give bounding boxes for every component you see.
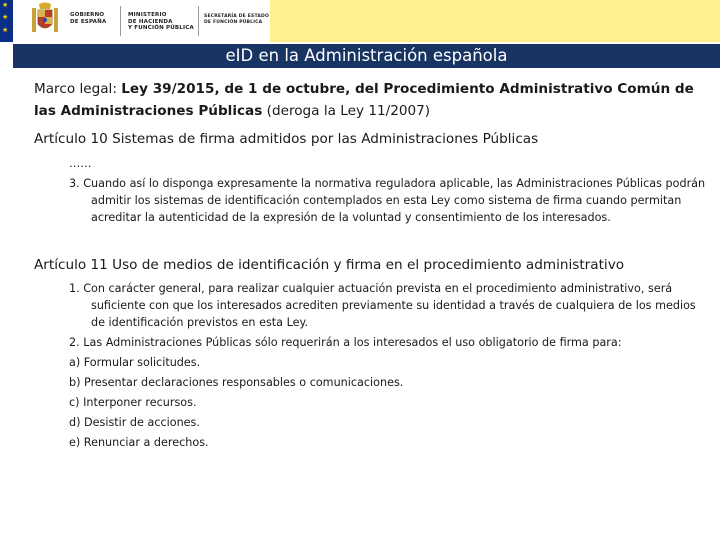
gobierno-label: GOBIERNO DE ESPAÑA bbox=[70, 12, 107, 25]
law-title-line2: las Administraciones Públicas bbox=[34, 103, 263, 119]
list-item: a) Formular solicitudes. bbox=[69, 356, 201, 369]
art10-heading: Artículo 10 Sistemas de firma admitidos por las Administraciones Públicas bbox=[34, 131, 539, 147]
art10-paragraph-3: 3. Cuando así lo disponga expresamente la normativa reguladora aplicable, las Administraciones Públicas podrán admitir los sistemas de identificación contemplados en esta Ley como sistema de firma cuando permitan acreditar la autenticidad de la expresión de la voluntad y consentimiento de los interesados. bbox=[69, 177, 706, 224]
eu-flag-strip bbox=[0, 0, 13, 42]
list-item: b) Presentar declaraciones responsables o comunicaciones. bbox=[69, 376, 404, 389]
art11-heading: Artículo 11 Uso de medios de identificación y firma en el procedimiento administrativo bbox=[34, 257, 625, 273]
art11-paragraph-2: 2. Las Administraciones Públicas sólo requerirán a los interesados el uso obligatorio de firma para: bbox=[69, 336, 622, 349]
list-item: c) Interponer recursos. bbox=[69, 396, 197, 409]
header-band bbox=[270, 0, 720, 42]
star-icon: ★ bbox=[2, 26, 9, 34]
star-icon: ★ bbox=[2, 13, 9, 21]
page-title: eID en la Administración española bbox=[13, 44, 720, 68]
marco-suffix: (deroga la Ley 11/2007) bbox=[262, 103, 431, 119]
art10-ellipsis: …… bbox=[69, 157, 92, 170]
divider bbox=[198, 6, 199, 36]
star-icon: ★ bbox=[2, 1, 9, 9]
divider bbox=[120, 6, 121, 36]
coat-of-arms-icon bbox=[30, 2, 60, 36]
header bbox=[0, 0, 720, 42]
ministerio-label: MINISTERIO DE HACIENDA Y FUNCIÓN PÚBLICA bbox=[128, 12, 194, 31]
secretaria-label: SECRETARÍA DE ESTADO DE FUNCIÓN PÚBLICA bbox=[204, 14, 270, 25]
list-item: d) Desistir de acciones. bbox=[69, 416, 200, 429]
list-item: e) Renunciar a derechos. bbox=[69, 436, 209, 449]
art11-paragraph-1: 1. Con carácter general, para realizar cualquier actuación prevista en el procedimiento administrativo, será suficiente con que los interesados acrediten previamente su identidad a través de cualquiera de los medios de identificación previstos en esta Ley. bbox=[69, 282, 696, 329]
marco-prefix: Marco legal: bbox=[34, 81, 122, 97]
title-bar bbox=[0, 42, 720, 70]
marco-legal bbox=[34, 78, 714, 122]
law-title-line1: Ley 39/2015, de 1 de octubre, del Procedimiento Administrativo Común de bbox=[121, 81, 694, 97]
